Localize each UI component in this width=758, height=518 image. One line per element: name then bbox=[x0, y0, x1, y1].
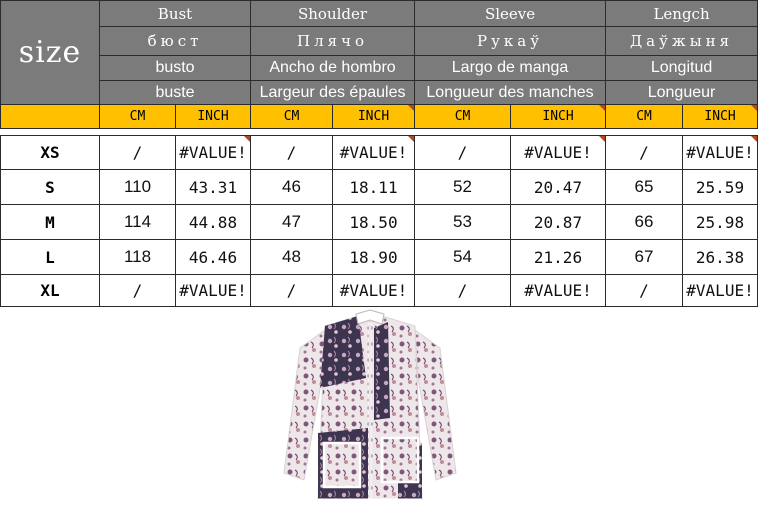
measurement-value: 25.98 bbox=[695, 212, 745, 232]
measurement-value: / bbox=[639, 281, 649, 300]
measurement-value: 52 bbox=[453, 177, 472, 196]
size-label: XS bbox=[1, 136, 100, 170]
measurement-cell bbox=[606, 205, 683, 240]
measurement-value: 46.46 bbox=[188, 247, 238, 267]
measurement-cell bbox=[606, 170, 683, 205]
size-label: XL bbox=[1, 275, 100, 307]
comment-marker-icon bbox=[244, 136, 250, 142]
measurement-value: 20.87 bbox=[533, 212, 583, 232]
size-row-xs bbox=[1, 136, 758, 170]
measurement-value: 21.26 bbox=[533, 247, 583, 267]
measurement-cell bbox=[251, 275, 333, 307]
measurement-value: / bbox=[639, 143, 649, 162]
unit-label: INCH bbox=[542, 109, 574, 124]
header-sleeve-en: Sleeve bbox=[415, 1, 606, 27]
measurement-cell bbox=[511, 170, 606, 205]
measurement-cell bbox=[176, 170, 251, 205]
measurement-value: #VALUE! bbox=[179, 281, 247, 300]
measurement-value: / bbox=[132, 143, 143, 162]
measurement-value: 114 bbox=[123, 212, 152, 231]
unit-cell bbox=[333, 105, 415, 129]
measurement-cell bbox=[606, 275, 683, 307]
measurement-cell bbox=[333, 205, 415, 240]
measurement-cell bbox=[251, 170, 333, 205]
measurement-value: / bbox=[286, 143, 297, 162]
header-shoulder-fr: Largeur des épaules bbox=[251, 81, 415, 105]
size-row-s bbox=[1, 170, 758, 205]
measurement-cell bbox=[415, 205, 511, 240]
measurement-cell bbox=[415, 275, 511, 307]
measurement-cell bbox=[511, 275, 606, 307]
measurement-value: #VALUE! bbox=[686, 281, 754, 300]
comment-marker-icon bbox=[599, 136, 605, 142]
measurement-cell bbox=[176, 136, 251, 170]
measurement-cell bbox=[683, 275, 758, 307]
measurement-cell bbox=[100, 136, 176, 170]
header-shoulder-en: Shoulder bbox=[251, 1, 415, 27]
size-header: size bbox=[1, 1, 100, 105]
unit-row bbox=[1, 105, 758, 129]
header-length-fr: Longueur bbox=[606, 81, 758, 105]
header-length-ru: Даўжыня bbox=[606, 27, 758, 56]
unit-cell bbox=[176, 105, 251, 129]
measurement-cell bbox=[333, 275, 415, 307]
size-label: L bbox=[1, 240, 100, 275]
size-label: M bbox=[1, 205, 100, 240]
measurement-value: 18.50 bbox=[349, 212, 398, 232]
unit-cell: CM bbox=[100, 105, 176, 129]
measurement-cell bbox=[251, 240, 333, 275]
unit-label: INCH bbox=[357, 109, 390, 124]
header-bust-ru: бюст bbox=[100, 27, 251, 56]
measurement-value: 18.11 bbox=[349, 177, 398, 197]
measurement-cell bbox=[176, 275, 251, 307]
measurement-cell bbox=[251, 205, 333, 240]
measurement-value: 65 bbox=[634, 177, 654, 196]
measurement-value: #VALUE! bbox=[524, 281, 592, 300]
size-chart-table bbox=[0, 0, 758, 129]
measurement-cell bbox=[683, 240, 758, 275]
measurement-cell bbox=[606, 136, 683, 170]
header-length-es: Longitud bbox=[606, 56, 758, 81]
size-values-table bbox=[0, 135, 758, 307]
measurement-cell bbox=[333, 170, 415, 205]
measurement-value: 66 bbox=[634, 212, 654, 231]
measurement-value: #VALUE! bbox=[179, 143, 247, 162]
measurement-value: #VALUE! bbox=[524, 143, 592, 162]
measurement-cell bbox=[100, 205, 176, 240]
measurement-value: 48 bbox=[282, 247, 301, 266]
unit-cell bbox=[683, 105, 758, 129]
measurement-value: / bbox=[457, 281, 468, 300]
measurement-cell bbox=[176, 240, 251, 275]
measurement-cell bbox=[100, 275, 176, 307]
header-bust-en: Bust bbox=[100, 1, 251, 27]
measurement-cell bbox=[606, 240, 683, 275]
header-sleeve-fr: Longueur des manches bbox=[415, 81, 606, 105]
measurement-cell bbox=[176, 205, 251, 240]
unit-cell: CM bbox=[415, 105, 511, 129]
comment-marker-icon bbox=[751, 136, 757, 142]
measurement-cell bbox=[511, 136, 606, 170]
comment-marker-icon bbox=[408, 105, 414, 111]
unit-cell bbox=[511, 105, 606, 129]
measurement-value: 43.31 bbox=[188, 177, 238, 197]
measurement-value: / bbox=[132, 281, 143, 300]
header-bust-es: busto bbox=[100, 56, 251, 81]
measurement-value: 53 bbox=[453, 212, 472, 231]
unit-label: INCH bbox=[704, 109, 736, 124]
measurement-value: #VALUE! bbox=[339, 281, 408, 300]
paisley-quilted-jacket-image bbox=[270, 308, 470, 513]
measurement-cell bbox=[333, 136, 415, 170]
measurement-value: 67 bbox=[634, 247, 654, 266]
measurement-cell bbox=[683, 170, 758, 205]
comment-marker-icon bbox=[599, 105, 605, 111]
measurement-value: 26.38 bbox=[695, 247, 745, 267]
measurement-cell bbox=[100, 170, 176, 205]
measurement-cell bbox=[511, 205, 606, 240]
measurement-value: 25.59 bbox=[695, 177, 745, 197]
header-shoulder-ru: Плячо bbox=[251, 27, 415, 56]
measurement-value: 46 bbox=[282, 177, 301, 196]
unit-cell: CM bbox=[606, 105, 683, 129]
measurement-cell bbox=[415, 170, 511, 205]
measurement-cell bbox=[415, 240, 511, 275]
measurement-value: 18.90 bbox=[349, 247, 398, 267]
header-sleeve-ru: Рукаў bbox=[415, 27, 606, 56]
header-sleeve-es: Largo de manga bbox=[415, 56, 606, 81]
measurement-cell bbox=[100, 240, 176, 275]
unit-label: INCH bbox=[197, 109, 229, 124]
size-label: S bbox=[1, 170, 100, 205]
measurement-value: #VALUE! bbox=[339, 143, 408, 162]
measurement-value: 47 bbox=[282, 212, 301, 231]
header-bust-fr: buste bbox=[100, 81, 251, 105]
measurement-value: 44.88 bbox=[188, 212, 238, 232]
measurement-cell bbox=[683, 205, 758, 240]
measurement-value: / bbox=[457, 143, 468, 162]
measurement-value: 110 bbox=[123, 177, 152, 196]
measurement-value: 20.47 bbox=[533, 177, 583, 197]
size-row-xl bbox=[1, 275, 758, 307]
measurement-value: 118 bbox=[123, 247, 152, 266]
unit-cell: CM bbox=[251, 105, 333, 129]
measurement-value: #VALUE! bbox=[686, 143, 754, 162]
measurement-value: / bbox=[286, 281, 297, 300]
measurement-cell bbox=[683, 136, 758, 170]
header-shoulder-es: Ancho de hombro bbox=[251, 56, 415, 81]
comment-marker-icon bbox=[408, 136, 414, 142]
size-row-l bbox=[1, 240, 758, 275]
comment-marker-icon bbox=[751, 105, 757, 111]
header-length-en: Lengch bbox=[606, 1, 758, 27]
measurement-value: 54 bbox=[453, 247, 472, 266]
unit-cell bbox=[1, 105, 100, 129]
size-row-m bbox=[1, 205, 758, 240]
measurement-cell bbox=[415, 136, 511, 170]
measurement-cell bbox=[251, 136, 333, 170]
measurement-cell bbox=[511, 240, 606, 275]
measurement-cell bbox=[333, 240, 415, 275]
